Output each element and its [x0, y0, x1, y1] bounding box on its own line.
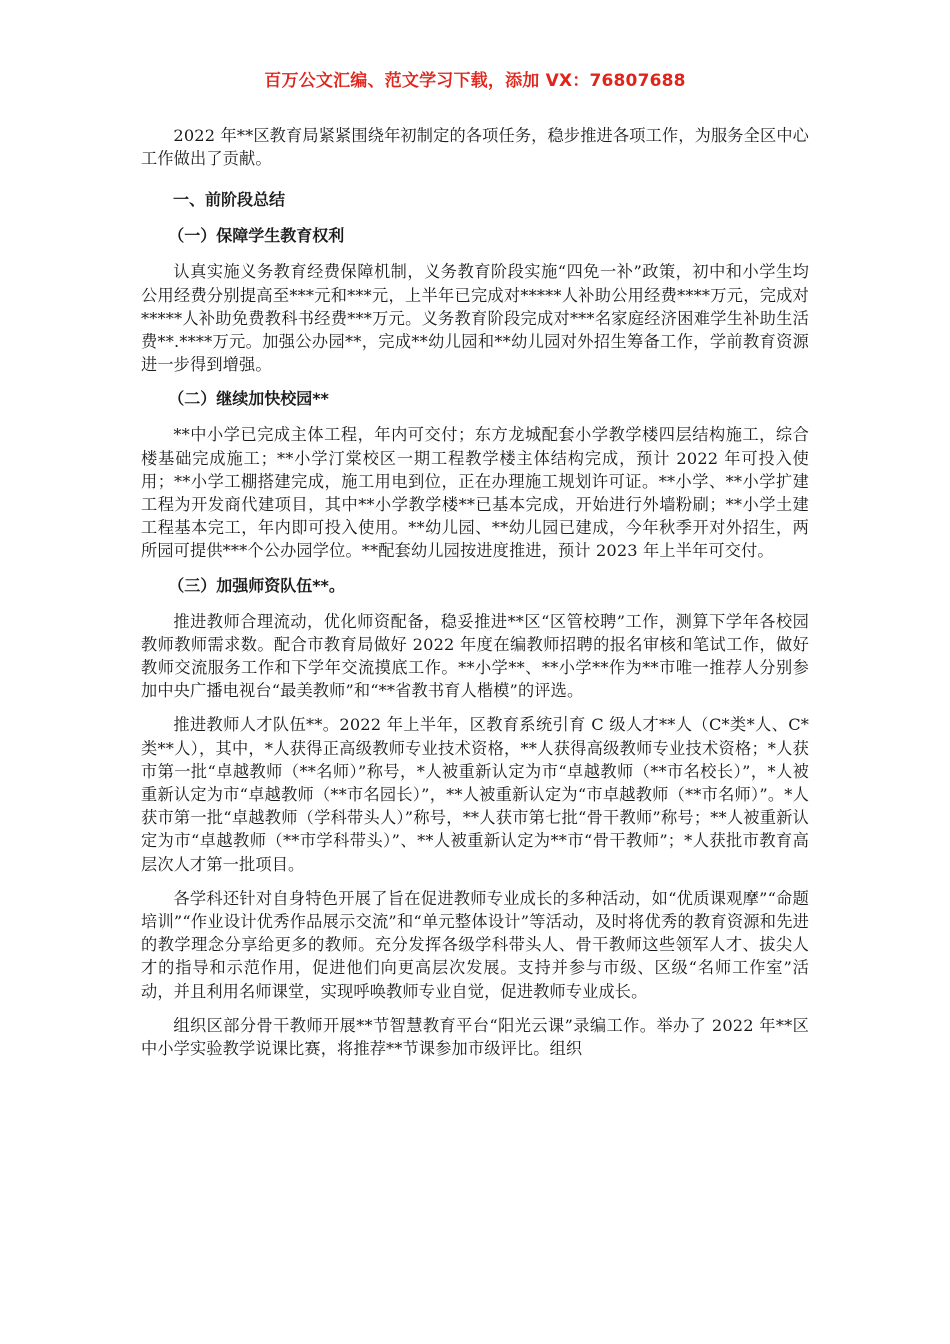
paragraph: 认真实施义务教育经费保障机制，义务教育阶段实施“四免一补”政策，初中和小学生均公用经费分别提高至***元和***元，上半年已完成对*****人补助公用经费****万元，完成对*****人补助免费教科书经费***万元。义务教育阶段完成对***名家庭经济困难学生补助生活费**.****万元。加强公办园**，完成**幼儿园和**幼儿园对外招生筹备工作，学前教育资源进一步得到增强。 [141, 262, 809, 375]
section-title: 一、前阶段总结 [173, 190, 286, 210]
paragraph: **中小学已完成主体工程，年内可交付；东方龙城配套小学教学楼四层结构施工，综合楼基础完成施工；**小学汀棠校区一期工程教学楼主体结构完成，预计 2022 年可投入使用；**小学工棚搭建完成，施工用电到位，正在办理施工规划许可证。**小学、**小学扩建工程为开发商代建项目，其中**小学教学楼**已基本完成，开始进行外墙粉刷；**小学土建工程基本完工，年内即可投入使用。**幼儿园、**幼儿园已建成，今年秋季开对外招生，两所园可提供***个公办园学位。**配套幼儿园按进度推进，预计 2023 年上半年可交付。 [141, 425, 809, 561]
intro-paragraph: 2022 年**区教育局紧紧围绕年初制定的各项任务，稳步推进各项工作，为服务全区中心工作做出了贡献。 [141, 126, 809, 169]
subsection-title-2: （二）继续加快校园** [168, 389, 329, 409]
paragraph: 组织区部分骨干教师开展**节智慧教育平台“阳光云课”录编工作。举办了 2022 年**区中小学实验教学说课比赛，将推荐**节课参加市级评比。组织 [141, 1015, 809, 1059]
paragraph: 各学科还针对自身特色开展了旨在促进教师专业成长的多种活动，如“优质课观摩”“命题培训”“作业设计优秀作品展示交流”和“单元整体设计”等活动，及时将优秀的教育资源和先进的教学理念分享给更多的教师。充分发挥各级学科带头人、骨干教师这些领军人才、拔尖人才的指导和示范作用，促进他们向更高层次发展。支持并参与市级、区级“名师工作室”活动，并且利用名师课堂，实现呼唤教师专业自觉，促进教师专业成长。 [141, 888, 809, 1001]
watermark-header: 百万公文汇编、范文学习下载，添加 VX：76807688 [264, 71, 686, 91]
paragraph: 推进教师人才队伍**。2022 年上半年，区教育系统引育 C 级人才**人（C*类*人、C*类**人），其中，*人获得正高级教师专业技术资格，**人获得高级教师专业技术资格；*人获市第一批“卓越教师（**名师）”称号，*人被重新认定为市“卓越教师（**市名校长）”，*人被重新认定为市“卓越教师（**市名园长）”，**人被重新认定为“市卓越教师（**市名师）”。*人获市第一批“卓越教师（学科带头人）”称号，**人获市第七批“骨干教师”称号；**人被重新认定为市“卓越教师（**市学科带头）”、**人被重新认定为**市“骨干教师”；*人获批市教育高层次人才第一批项目。 [141, 715, 809, 874]
subsection-title-1: （一）保障学生教育权利 [168, 226, 345, 246]
paragraph: 推进教师合理流动，优化师资配备，稳妥推进**区“区管校聘”工作，测算下学年各校园教师教师需求数。配合市教育局做好 2022 年度在编教师招聘的报名审核和笔试工作，做好教师交流服务工作和下学年交流摸底工作。**小学**、**小学**作为**市唯一推荐人分别参加中央广播电视台“最美教师”和“**省教书育人楷模”的评选。 [141, 611, 809, 701]
document-body [141, 124, 809, 1071]
subsection-title-3: （三）加强师资队伍**。 [168, 575, 345, 595]
